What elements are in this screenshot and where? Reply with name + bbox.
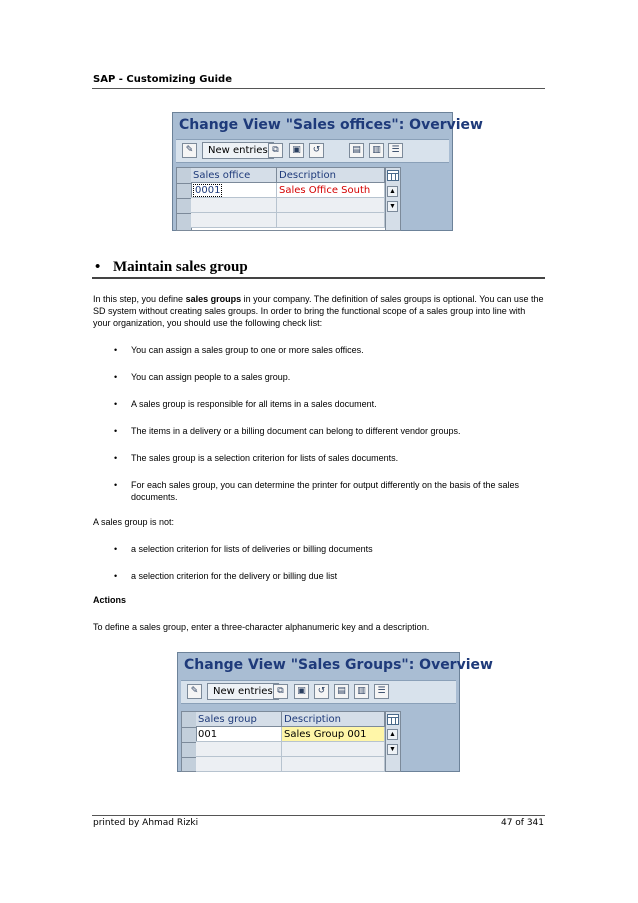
not-intro: A sales group is not: — [93, 517, 175, 527]
sales-groups-screenshot — [177, 652, 493, 772]
change-display-icon[interactable]: ✎ — [182, 143, 197, 158]
deselect-all-icon[interactable]: ☰ — [374, 684, 389, 699]
sales-office-code: 0001 — [195, 185, 221, 196]
sales-groups-table — [181, 711, 401, 772]
intro-bold-term: sales groups — [185, 294, 242, 304]
printed-by: printed by Ahmad Rizki — [93, 818, 199, 828]
empty-cell[interactable] — [196, 757, 282, 772]
sales-offices-table — [176, 167, 401, 231]
toolbar — [176, 139, 449, 163]
select-block-icon[interactable]: ▥ — [369, 143, 384, 158]
list-item-text: The items in a delivery or a billing document can belong to different vendor groups. — [131, 426, 461, 436]
select-all-icon[interactable]: ▤ — [334, 684, 349, 699]
select-all-icon[interactable]: ▤ — [349, 143, 364, 158]
actions-heading: Actions — [93, 595, 127, 605]
bullet-dot: • — [114, 426, 118, 436]
row-divider — [177, 183, 191, 184]
undo-icon[interactable]: ↺ — [314, 684, 329, 699]
row-divider — [182, 757, 196, 758]
description-cell[interactable]: Sales Office South — [277, 183, 385, 198]
select-block-icon[interactable]: ▥ — [354, 684, 369, 699]
column-header-sales-office[interactable]: Sales office — [191, 168, 277, 183]
bullet-dot: • — [114, 399, 118, 409]
screenshot-title: Change View "Sales Groups": Overview — [184, 657, 493, 673]
intro-prefix: In this step, you define — [93, 294, 186, 304]
toolbar — [181, 680, 456, 704]
empty-cell[interactable] — [196, 742, 282, 757]
sales-group-cell[interactable]: 001 — [196, 727, 282, 742]
intro-rest: in your company. The definition of sales groups is optional. You can use the SD system without creating sales groups. In order to bring the functional scope of a sales group into line with your organization, you should use the following check list: — [93, 294, 544, 328]
scroll-up-icon[interactable]: ▲ — [387, 729, 398, 740]
column-header-description[interactable]: Description — [282, 712, 385, 727]
deselect-all-icon[interactable]: ☰ — [388, 143, 403, 158]
screenshot-title: Change View "Sales offices": Overview — [179, 117, 483, 133]
row-divider — [177, 198, 191, 199]
section-rule — [92, 277, 545, 279]
scroll-up-icon[interactable]: ▲ — [387, 186, 398, 197]
empty-cell[interactable] — [277, 213, 385, 228]
change-display-icon[interactable]: ✎ — [187, 684, 202, 699]
vertical-scrollbar[interactable] — [385, 168, 400, 230]
empty-cell[interactable] — [191, 198, 277, 213]
row-divider — [182, 727, 196, 728]
copy-icon[interactable]: ⧉ — [273, 684, 288, 699]
vertical-scrollbar[interactable] — [385, 712, 400, 771]
row-selector-column[interactable] — [177, 168, 192, 230]
description-cell[interactable]: Sales Group 001 — [282, 727, 385, 742]
heading-bullet: • — [95, 259, 101, 275]
list-item-text: A sales group is responsible for all items in a sales document. — [131, 399, 377, 409]
sales-offices-screenshot — [172, 112, 483, 231]
list-item-text: You can assign a sales group to one or more sales offices. — [131, 345, 364, 355]
bullet-dot: • — [114, 480, 118, 490]
copy-icon[interactable]: ⧉ — [268, 143, 283, 158]
bullet-dot: • — [114, 571, 118, 581]
page-number: 47 of 341 — [500, 818, 544, 828]
actions-text: To define a sales group, enter a three-character alphanumeric key and a description. — [93, 622, 430, 632]
empty-cell[interactable] — [282, 757, 385, 772]
heading-text: Maintain sales group — [113, 259, 248, 275]
intro-paragraph — [93, 293, 545, 329]
footer-rule — [92, 815, 545, 816]
sales-office-cell[interactable] — [191, 183, 277, 198]
list-item-text: The sales group is a selection criterion for lists of sales documents. — [131, 453, 399, 463]
list-item-text: You can assign people to a sales group. — [131, 372, 291, 382]
delete-icon[interactable]: ▣ — [294, 684, 309, 699]
bullet-dot: • — [114, 345, 118, 355]
bullet-dot: • — [114, 372, 118, 382]
undo-icon[interactable]: ↺ — [309, 143, 324, 158]
table-settings-icon[interactable] — [387, 170, 399, 181]
list-item-text: For each sales group, you can determine the printer for output differently on the basis of the sales documents. — [131, 480, 520, 502]
empty-cell[interactable] — [282, 742, 385, 757]
running-header: SAP - Customizing Guide — [93, 74, 232, 85]
column-header-sales-group[interactable]: Sales group — [196, 712, 282, 727]
bullet-dot: • — [114, 453, 118, 463]
list-item-text: a selection criterion for lists of deliveries or billing documents — [131, 544, 373, 554]
row-divider — [177, 213, 191, 214]
new-entries-button[interactable]: New entries — [202, 142, 274, 159]
scroll-down-icon[interactable]: ▼ — [387, 201, 398, 212]
column-header-description[interactable]: Description — [277, 168, 385, 183]
header-rule — [92, 88, 545, 89]
new-entries-button[interactable]: New entries — [207, 683, 279, 700]
list-item-text: a selection criterion for the delivery or billing due list — [131, 571, 338, 581]
row-divider — [182, 742, 196, 743]
bullet-dot: • — [114, 544, 118, 554]
table-settings-icon[interactable] — [387, 714, 399, 725]
empty-cell[interactable] — [277, 198, 385, 213]
scroll-down-icon[interactable]: ▼ — [387, 744, 398, 755]
delete-icon[interactable]: ▣ — [289, 143, 304, 158]
empty-cell[interactable] — [191, 213, 277, 228]
